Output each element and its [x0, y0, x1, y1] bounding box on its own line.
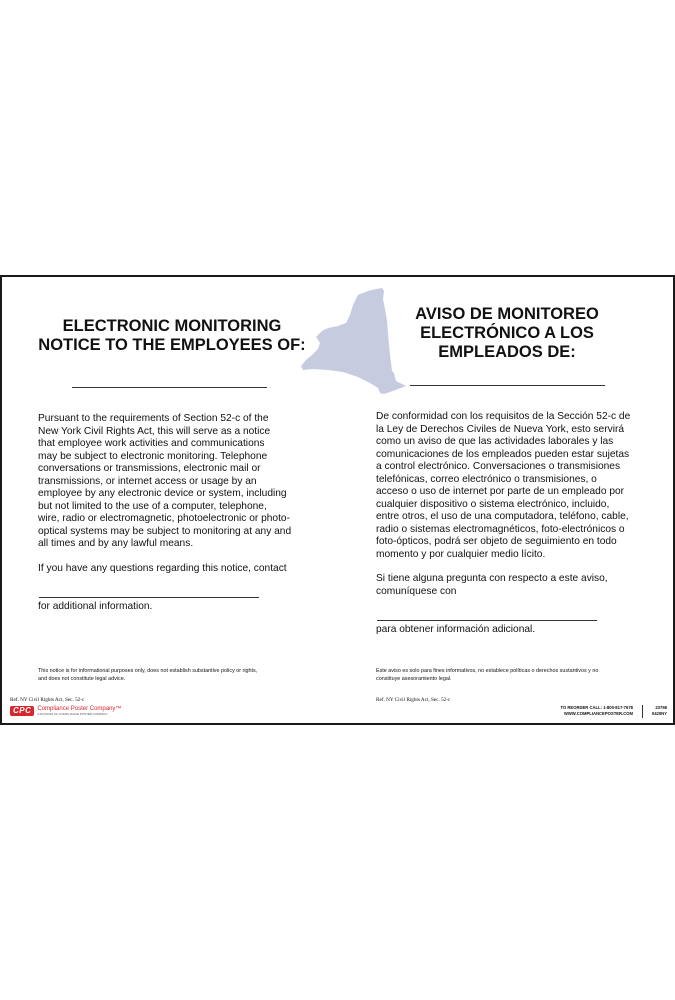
spanish-title-line: AVISO DE MONITOREO — [415, 305, 599, 323]
english-reference: Ref. NY Civil Rights Act, Sec. 52-c — [10, 697, 85, 703]
spanish-title-line: EMPLEADOS DE: — [438, 343, 576, 361]
logo-name: Compliance Poster Company™ — [37, 705, 122, 712]
text-line: may be subject to electronic monitoring. Telephone — [38, 450, 268, 462]
spanish-title-line: ELECTRÓNICO A LOS — [420, 324, 594, 342]
english-disclaimer — [38, 667, 303, 683]
logo-sub: A DIVISION OF COMPLIANCE POSTER COMPANY — [37, 711, 108, 716]
text-line: comuníquese con — [376, 585, 457, 597]
text-line: This notice is for informational purposes only, does not establish substantive policy or rights, — [38, 668, 258, 674]
spanish-title — [347, 305, 667, 362]
spanish-paragraph — [376, 411, 646, 561]
english-title-line: ELECTRONIC MONITORING — [62, 317, 282, 335]
english-contact-line[interactable] — [39, 597, 259, 598]
text-line: conversations or transmissions, electronic mail or — [38, 463, 261, 474]
text-line: all times and by any lawful means. — [38, 538, 194, 549]
text-line: momento y por cualquier medio lícito. — [376, 548, 546, 560]
spanish-employer-name-line[interactable] — [410, 385, 605, 386]
text-line: employee by any electronic device or system, including — [38, 488, 287, 499]
english-paragraph — [38, 413, 303, 551]
company-logo — [10, 705, 121, 716]
english-question: If you have any questions regarding this notice, contact — [38, 562, 287, 574]
text-line: telefónicas, correo electrónico o transmisiones, o — [376, 473, 597, 485]
text-line: De conformidad con los requisitos de la Sección 52-c de — [376, 411, 631, 422]
text-line: wire, radio or electromagnetic, photoelectronic or photo- — [38, 513, 290, 524]
text-line: entre otros, el uso de una computadora, teléfono, cable, — [376, 511, 629, 522]
text-line: Este aviso es solo para fines informativos, no establece políticas o derechos sustantivos y no — [376, 668, 599, 674]
text-line: comunicaciones de los empleados pueden estar sujetas — [376, 448, 630, 460]
text-line: that employee work activities and communications — [38, 438, 265, 449]
poster-codes — [652, 705, 667, 717]
text-line: radio o sistemas electromagnéticos, foto-electrónicos o — [376, 523, 625, 535]
text-line: la Ley de Derechos Civiles de Nueva York, esto servirá — [376, 423, 625, 435]
poster — [0, 275, 675, 725]
english-employer-name-line[interactable] — [72, 387, 267, 388]
spanish-reference: Ref. NY Civil Rights Act, Sec. 52-c — [376, 697, 451, 703]
english-additional-info: for additional information. — [38, 601, 153, 612]
spanish-disclaimer — [376, 667, 651, 683]
english-title — [22, 317, 322, 355]
text-line: and does not constitute legal advice. — [38, 676, 126, 682]
text-line: acceso o uso de internet por parte de un empleado por — [376, 486, 625, 497]
poster-code: 23758 — [655, 705, 667, 710]
reorder-phone: TO REORDER CALL: 1-800-817-7678 — [560, 705, 633, 710]
spanish-question — [376, 573, 646, 598]
website: WWW.COMPLIANCEPOSTER.COM — [563, 711, 633, 716]
logo-mark: CPC — [10, 706, 34, 716]
text-line: but not limited to the use of a computer, telephone, — [38, 500, 267, 512]
text-line: transmissions, or internet access or usage by an — [38, 475, 257, 487]
spanish-contact-line[interactable] — [377, 620, 597, 621]
text-line: Si tiene alguna pregunta con respecto a este aviso, — [376, 573, 608, 584]
footer-divider — [642, 705, 643, 718]
text-line: New York Civil Rights Act, this will serve as a notice — [38, 425, 271, 437]
english-body — [38, 413, 303, 614]
text-line: cualquier dispositivo o sistema electrónico, incluido, — [376, 498, 610, 510]
text-line: a control electrónico. Conversaciones o transmisiones — [376, 461, 621, 472]
logo-text — [37, 706, 121, 716]
text-line: como un aviso de que las actividades laborales y las — [376, 436, 614, 447]
spanish-body — [376, 411, 646, 637]
text-line: Pursuant to the requirements of Section 52-c of the — [38, 413, 269, 424]
spanish-additional-info: para obtener información adicional. — [376, 624, 536, 635]
text-line: constituye asesoramiento legal. — [376, 676, 452, 682]
english-title-line: NOTICE TO THE EMPLOYEES OF: — [38, 336, 306, 354]
poster-code: 0420NY — [651, 711, 667, 716]
text-line: foto-ópticos, podrá ser objeto de seguimiento en todo — [376, 536, 617, 547]
text-line: optical systems may be subject to monitoring at any and — [38, 525, 292, 537]
reorder-info — [560, 705, 633, 717]
